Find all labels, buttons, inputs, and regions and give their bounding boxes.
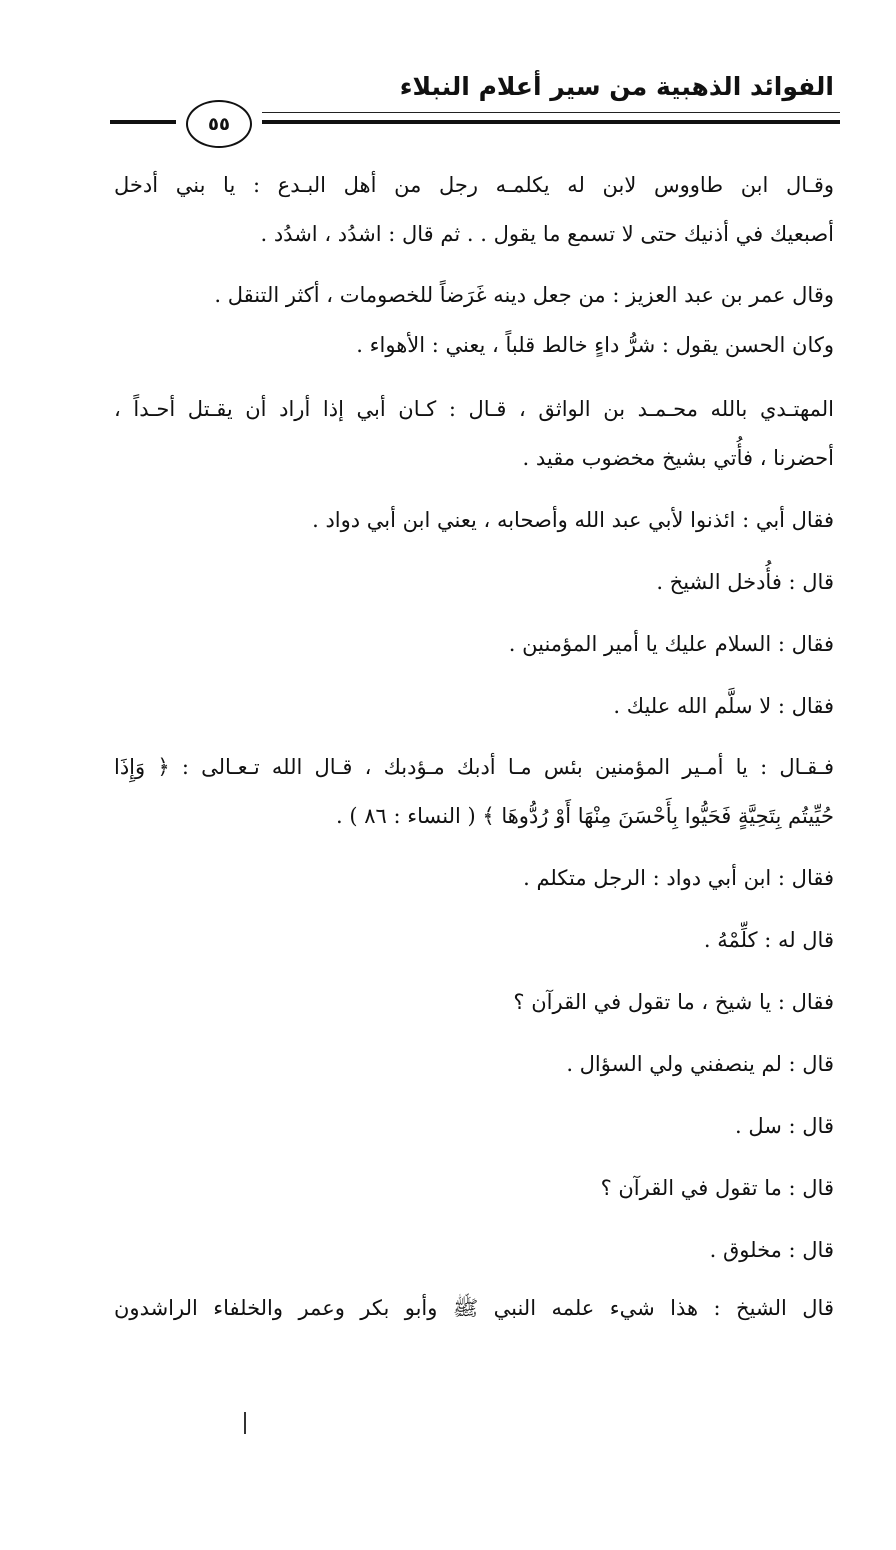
text-line: قال : ما تقول في القرآن ؟ bbox=[600, 1176, 834, 1200]
text-line: قال الشيخ : هذا شيء علمه النبي ﷺ وأبو بكر وعمر والخلفاء الراشدون bbox=[114, 1296, 834, 1320]
text-line: أصبعيك في أذنيك حتى لا تسمع ما يقول . . ثم قال : اشدُد ، اشدُد . bbox=[260, 222, 834, 246]
text-line: فقال : لا سلَّم الله عليك . bbox=[613, 694, 834, 718]
text-line: قال : فأُدخل الشيخ . bbox=[656, 570, 834, 594]
text-line: وقـال ابن طاووس لابن له يكلمـه رجل من أهل البـدع : يا بني أدخل bbox=[114, 173, 834, 197]
page-number: ٥٥ bbox=[208, 113, 230, 135]
text-line: قال : مخلوق . bbox=[709, 1238, 834, 1262]
text-line: قال : سل . bbox=[735, 1114, 834, 1138]
text-line: حُيِّيتُم بِتَحِيَّةٍ فَحَيُّوا بِأَحْسَنَ مِنْهَا أَوْ رُدُّوهَا ﴾ ( النساء : ٨٦ ) . bbox=[336, 804, 834, 828]
text-line: وكان الحسن يقول : شرُّ داءٍ خالط قلباً ، يعني : الأهواء . bbox=[356, 333, 834, 357]
scan-mark bbox=[244, 1412, 246, 1434]
text-line: قال له : كلِّمْهُ . bbox=[703, 928, 834, 952]
text-line: فقال أبي : ائذنوا لأبي عبد الله وأصحابه ، يعني ابن أبي دواد . bbox=[312, 508, 834, 532]
text-line: فقال : ابن أبي دواد : الرجل متكلم . bbox=[523, 866, 834, 890]
text-line: وقال عمر بن عبد العزيز : من جعل دينه غَرَضاً للخصومات ، أكثر التنقل . bbox=[214, 283, 834, 307]
text-line: المهتـدي بالله محـمـد بن الواثق ، قـال : كـان أبي إذا أراد أن يقـتل أحـداً ، bbox=[114, 397, 834, 421]
text-line: قال : لم ينصفني ولي السؤال . bbox=[566, 1052, 834, 1076]
text-line: فقال : يا شيخ ، ما تقول في القرآن ؟ bbox=[513, 990, 834, 1014]
page-number-circle bbox=[186, 100, 252, 148]
page-header-title: الفوائد الذهبية من سير أعلام النبلاء bbox=[399, 72, 834, 101]
text-line: فـقـال : يا أمـير المؤمنين بئس مـا أدبك مـؤدبك ، قـال الله تـعـالى : ﴿ وَإِذَا bbox=[114, 755, 834, 779]
text-line: فقال : السلام عليك يا أمير المؤمنين . bbox=[508, 632, 834, 656]
text-line: أحضرنا ، فأُتي بشيخ مخضوب مقيد . bbox=[522, 446, 834, 470]
